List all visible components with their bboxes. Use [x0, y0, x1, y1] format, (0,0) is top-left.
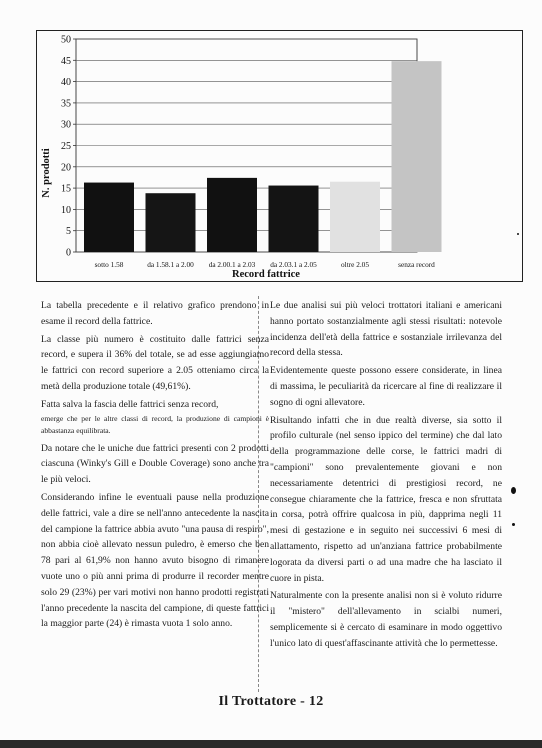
y-tick-label: 15	[61, 183, 71, 195]
y-tick-label: 25	[61, 141, 71, 152]
y-tick-label: 45	[61, 55, 71, 67]
chart-frame	[36, 30, 523, 282]
paragraph: La classe più numero è costituito dalle fattrici senza record, e supera il 36% del totale, se ad esse aggiungiamo le fattrici con record superiore a 2.05 otteniamo circa la metà della produzione totale (49,61%).	[41, 333, 269, 392]
paragraph: Naturalmente con la presente analisi non si è voluto ridurre il "mistero" dell'allevamento in scialbi numeri, semplicemente si è cercato di esaminare in modo oggettivo l'unico lato di quest'affascinante attività che lo permettesse.	[270, 590, 502, 649]
x-tick-label: da 2.03.1 a 2.05	[270, 260, 317, 269]
bar	[392, 61, 442, 252]
article-left-column	[41, 298, 269, 634]
y-tick-label: 10	[61, 204, 71, 216]
paragraph: Risultando infatti che in due realtà diverse, sia sotto il profilo culturale (nel senso ippico del termine) che dal lato della programmazione delle corse, le fattrici madri di "campioni" sono prevalentemente giovani e non necessariamente detentrici di prestigiosi record, ne consegue chiaramente che la fattrice, fresca e non sfruttata in corsa, potrà offrire qualcosa in più, dapprima negli 11 mesi di gestazione e in seguito nei successivi 6 mesi di allattamento, rispetto ad un'anziana fattrice probabilmente logorata da diversi parti o ad una madre che ha lasciato il cuore in pista.	[270, 414, 502, 584]
paragraph-small-print: emerge che per le altre classi di record, la produzione di campioni è abbastanza equilibrata.	[41, 413, 269, 435]
scan-edge	[0, 740, 542, 748]
paragraph: Considerando infine le eventuali pause nella produzione delle fattrici, vale a dire se nell'anno antecedente la nascita del campione la fattrice abbia avuto "una pausa di respiro", non abbia cioè allevato nessun puledro, è emerso che ben 78 pari al 61,9% non hanno avuto bisogno di rimanere vuote uno o più anni prima di produrre il recorder mentre solo 29 (23%) per vari motivi non hanno prodotti registrati l'anno precedente la nascita del campione, di queste fattrici la maggior parte (24) è rimasta vuota 1 solo anno.	[41, 491, 269, 630]
x-tick-label: senza record	[398, 260, 435, 269]
x-tick-label: da 1.58.1 a 2.00	[147, 260, 194, 269]
page-footer: Il Trottatore - 12	[218, 694, 324, 709]
y-tick-label: 5	[66, 226, 71, 238]
y-tick-label: 20	[61, 162, 71, 174]
paragraph: Le due analisi sui più veloci trottatori italiani e americani hanno portato sostanzialmente agli stessi risultati: notevole incidenza dell'età della fattrice e sostanziale irrilevanza del record della stessa.	[270, 300, 502, 359]
y-tick-label: 40	[61, 77, 71, 89]
bar	[146, 193, 196, 252]
binding-hole-mark	[511, 487, 516, 494]
y-tick-label: 35	[61, 98, 71, 110]
bar	[330, 182, 380, 252]
bar-chart	[37, 31, 524, 283]
binding-hole-mark	[517, 233, 519, 235]
paragraph: La tabella precedente e il relativo grafico prendono in esame il record della fattrice.	[41, 300, 269, 327]
x-tick-label: da 2.00.1 a 2.03	[208, 260, 256, 269]
y-tick-label: 50	[61, 34, 71, 46]
paragraph: Evidentemente queste possono essere considerate, in linea di massima, le peculiarità da ricercare al fine di realizzare il sogno di ogni allevatore.	[270, 365, 502, 408]
bar	[207, 178, 257, 252]
x-tick-label: oltre 2.05	[341, 260, 369, 269]
y-tick-label: 30	[61, 119, 71, 131]
bar	[269, 186, 319, 252]
bar	[84, 183, 134, 252]
x-tick-label: sotto 1.58	[94, 260, 124, 269]
binding-hole-mark	[512, 523, 515, 526]
x-axis-title: Record fattrice	[232, 269, 300, 280]
y-tick-label: 0	[66, 247, 71, 259]
article-right-column	[270, 298, 502, 654]
paragraph: Da notare che le uniche due fattrici presenti con 2 prodotti ciascuna (Winky's Gill e Double Coverage) sono anche tra le più veloci.	[41, 442, 269, 486]
y-axis-title: N. prodotti	[41, 148, 52, 198]
paragraph: Fatta salva la fascia delle fattrici senza record,	[41, 398, 219, 410]
